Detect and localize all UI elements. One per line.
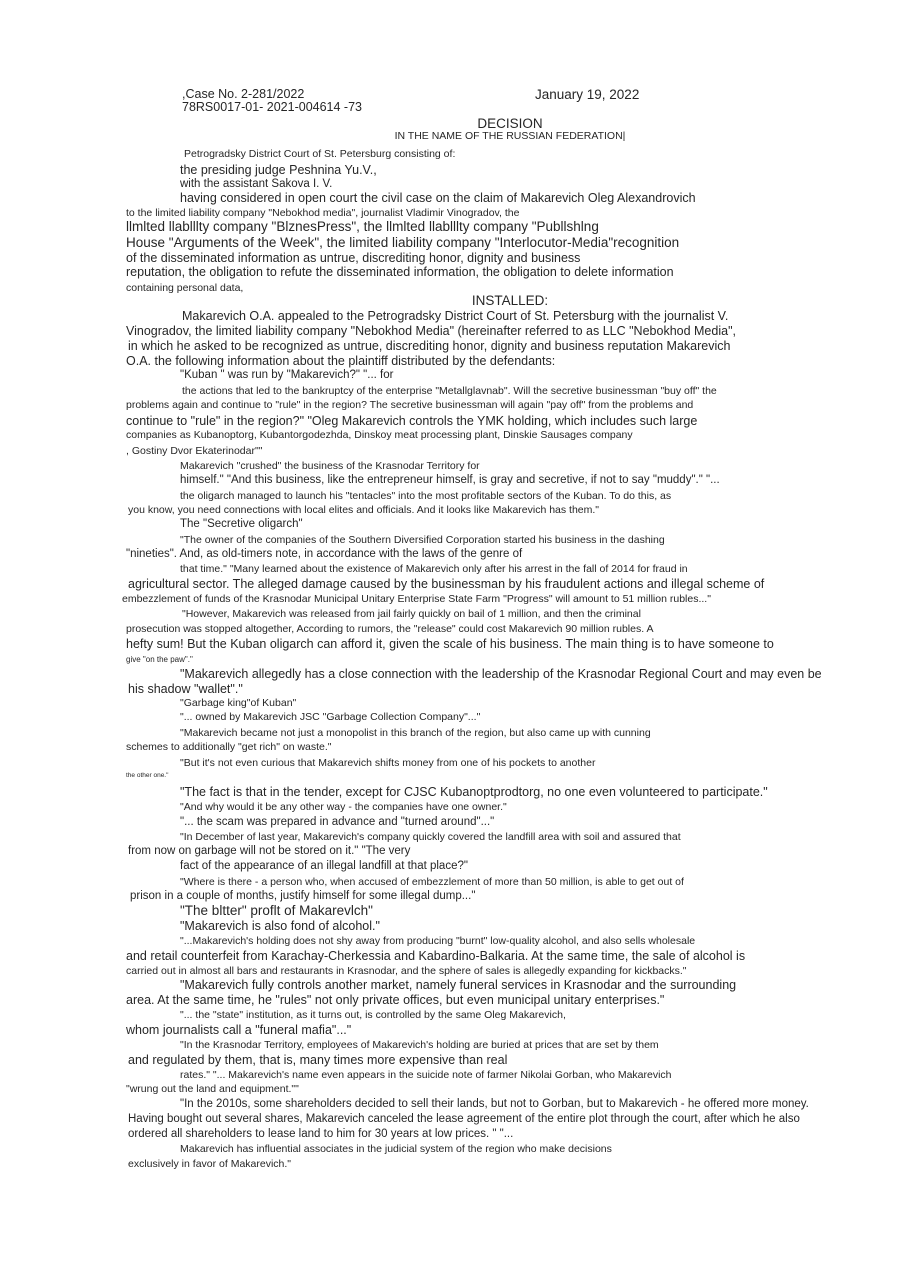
text-line: fact of the appearance of an illegal landfill at that place?" <box>180 860 468 872</box>
decision-title: DECISION <box>477 116 543 131</box>
text-line: prosecution was stopped altogether, According to rumors, the "release" could cost Makarevich 90 million rubles. A <box>126 623 654 635</box>
text-line: whom journalists call a "funeral mafia"..." <box>126 1023 352 1037</box>
text-line: his shadow "wallet"." <box>128 682 243 696</box>
text-line: give "on the paw"." <box>126 655 193 664</box>
text-line: "However, Makarevich was released from jail fairly quickly on bail of 1 million, and then the criminal <box>182 608 641 620</box>
text-line: "... the "state" institution, as it turns out, is controlled by the same Oleg Makarevich, <box>180 1009 566 1021</box>
text-line: and retail counterfeit from Karachay-Cherkessia and Kabardino-Balkaria. At the same time, the sale of alcohol is <box>126 949 746 963</box>
installed-heading: INSTALLED: <box>471 293 549 308</box>
text-line: Vinogradov, the limited liability company "Nebokhod Media" (hereinafter referred to as LLC "Nebokhod Media", <box>126 324 736 338</box>
text-line: Makarevich O.A. appealed to the Petrogradsky District Court of St. Petersburg with the journalist V. <box>182 309 729 323</box>
text-line: Petrogradsky District Court of St. Petersburg consisting of: <box>184 148 456 160</box>
text-line: "... the scam was prepared in advance and "turned around"..." <box>180 816 495 828</box>
text-line: that time." "Many learned about the existence of Makarevich only after his arrest in the fall of 2014 for fraud in <box>180 563 688 575</box>
text-line: "And why would it be any other way - the companies have one owner." <box>180 801 507 813</box>
text-line: reputation, the obligation to refute the disseminated information, the obligation to delete information <box>126 265 674 279</box>
text-line: "Makarevich became not just a monopolist in this branch of the region, but also came up with cunning <box>180 727 651 739</box>
decision-subtitle: IN THE NAME OF THE RUSSIAN FEDERATION| <box>394 130 626 142</box>
text-line: to the limited liability company "Nebokhod media", journalist Vladimir Vinogradov, the <box>126 207 520 219</box>
text-line: the oligarch managed to launch his "tentacles" into the most profitable sectors of the Kuban. To do this, as <box>180 490 672 502</box>
text-line: from now on garbage will not be stored on it." "The very <box>128 845 411 857</box>
text-line: "In the Krasnodar Territory, employees of Makarevich's holding are buried at prices that are set by them <box>180 1039 659 1051</box>
case-id: 78RS0017-01- 2021-004614 -73 <box>182 100 362 114</box>
text-line: "wrung out the land and equipment."" <box>126 1083 299 1095</box>
text-line: himself." "And this business, like the entrepreneur himself, is gray and secretive, if not to say "muddy"." "... <box>180 474 720 486</box>
text-line: rates." "... Makarevich's name even appears in the suicide note of farmer Nikolai Gorban, who Makarevich <box>180 1069 672 1081</box>
text-line: "...Makarevich's holding does not shy away from producing "burnt" low-quality alcohol, and also sells wholesale <box>180 935 696 947</box>
text-line: containing personal data, <box>126 282 244 294</box>
text-line: carried out in almost all bars and restaurants in Krasnodar, and the sphere of sales is allegedly expanding for kickbacks." <box>126 965 687 977</box>
text-line: O.A. the following information about the plaintiff distributed by the defendants: <box>126 354 556 368</box>
text-line: schemes to additionally "get rich" on waste." <box>126 741 332 753</box>
text-line: of the disseminated information as untrue, discrediting honor, dignity and business <box>126 251 581 265</box>
text-line: ordered all shareholders to lease land to him for 30 years at low prices. " "... <box>128 1128 514 1140</box>
text-line: "But it's not even curious that Makarevich shifts money from one of his pockets to another <box>180 757 596 769</box>
text-line: you know, you need connections with local elites and officials. And it looks like Makarevich has them." <box>128 504 600 516</box>
section-heading: The "Secretive oligarch" <box>180 518 303 530</box>
text-line: "The fact is that in the tender, except for CJSC Kubanoptprodtorg, no one even volunteered to participate." <box>180 785 768 799</box>
text-line: and regulated by them, that is, many times more expensive than real <box>128 1053 508 1067</box>
text-line: the other one." <box>126 772 169 779</box>
decision-date: January 19, 2022 <box>535 87 640 102</box>
text-line: Makarevich has influential associates in the judicial system of the region who make decisions <box>180 1143 612 1155</box>
text-line: with the assistant Sakova I. V. <box>180 178 333 190</box>
text-line: "Makarevich fully controls another market, namely funeral services in Krasnodar and the surrounding <box>180 978 737 992</box>
text-line: companies as Kubanoptorg, Kubantorgodezhda, Dinskoy meat processing plant, Dinskie Sausages company <box>126 429 633 441</box>
text-line: having considered in open court the civil case on the claim of Makarevich Oleg Alexandrovich <box>180 191 696 205</box>
text-line: "Makarevich is also fond of alcohol." <box>180 919 380 933</box>
text-line: "Makarevich allegedly has a close connection with the leadership of the Krasnodar Regional Court and may even be <box>180 667 822 681</box>
text-line: "The owner of the companies of the Southern Diversified Corporation started his business in the dashing <box>180 534 665 546</box>
text-line: "... owned by Makarevich JSC "Garbage Collection Company"..." <box>180 711 481 723</box>
text-line: , Gostiny Dvor Ekaterinodar"" <box>126 445 263 457</box>
text-line: Having bought out several shares, Makarevich canceled the lease agreement of the entire plot through the court, after which he also <box>128 1113 800 1125</box>
text-line: "Kuban " was run by "Makarevich?" "... for <box>180 369 394 381</box>
text-line: the presiding judge Peshnina Yu.V., <box>180 163 377 177</box>
text-line: "nineties". And, as old-timers note, in accordance with the laws of the genre of <box>126 548 523 560</box>
text-line: problems again and continue to "rule" in the region? The secretive businessman will again "pay off" from the problems and <box>126 399 694 411</box>
section-heading: "The bltter" proflt of Makarevlch" <box>180 903 373 918</box>
text-line: "In December of last year, Makarevich's company quickly covered the landfill area with soil and assured that <box>180 831 681 843</box>
case-number: ,Case No. 2-281/2022 <box>182 87 305 101</box>
text-line: "In the 2010s, some shareholders decided to sell their lands, but not to Gorban, but to Makarevich - he offered more money. <box>180 1098 809 1110</box>
text-line: area. At the same time, he "rules" not only private offices, but even municipal unitary enterprises." <box>126 993 665 1007</box>
text-line: prison in a couple of months, justify himself for some illegal dump..." <box>130 890 476 902</box>
text-line: in which he asked to be recognized as untrue, discrediting honor, dignity and business reputation Makarevich <box>128 339 731 353</box>
text-line: Makarevich "crushed" the business of the Krasnodar Territory for <box>180 460 480 472</box>
text-line: llmlted llablllty company "BlznesPress", the llmlted llablllty company "Publlshlng <box>126 219 599 234</box>
section-heading: "Garbage king"of Kuban" <box>180 697 297 709</box>
text-line: "Where is there - a person who, when accused of embezzlement of more than 50 million, is able to get out of <box>180 876 684 888</box>
text-line: hefty sum! But the Kuban oligarch can afford it, given the scale of his business. The main thing is to have someone to <box>126 637 774 651</box>
text-line: the actions that led to the bankruptcy of the enterprise "Metallglavnab". Will the secretive businessman "buy off" the <box>182 385 717 397</box>
text-line: exclusively in favor of Makarevich." <box>128 1158 292 1170</box>
text-line: House "Arguments of the Week", the limited liability company "Interlocutor-Media"recognition <box>126 235 680 250</box>
text-line: continue to "rule" in the region?" "Oleg Makarevich controls the YMK holding, which includes such large <box>126 414 698 428</box>
text-line: agricultural sector. The alleged damage caused by the businessman by his fraudulent actions and illegal scheme of <box>128 577 765 591</box>
text-line: embezzlement of funds of the Krasnodar Municipal Unitary Enterprise State Farm "Progress" will amount to 51 million rubles..." <box>122 593 711 605</box>
